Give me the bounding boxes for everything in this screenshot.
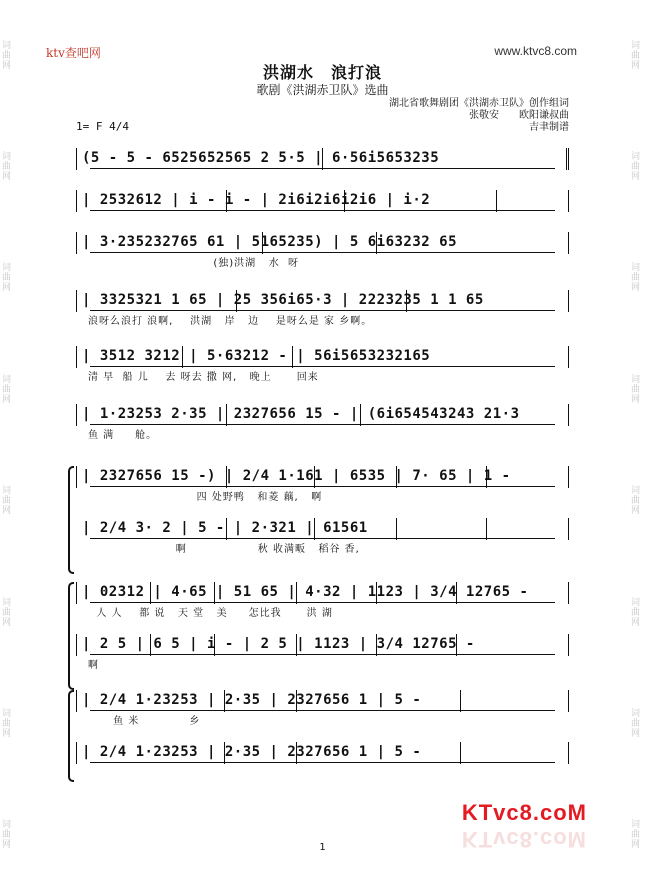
score-system (76, 690, 569, 726)
composer-credit: 张敬安 欧阳谦叔曲 (469, 110, 569, 121)
score-system (76, 742, 569, 772)
watermark-text: 词曲网 (2, 152, 12, 183)
barline (568, 346, 569, 368)
barline (568, 148, 569, 170)
score-system (76, 290, 569, 326)
watermark-strip-right (631, 0, 643, 891)
score-system (76, 232, 569, 268)
barline (568, 634, 569, 656)
jianpu-notes: | 2 5 | 6 5 | i - | 2 5 | 1123 | 3/4 12765 - (82, 636, 475, 652)
score-system (76, 346, 569, 382)
score-system (76, 634, 569, 670)
lyric-line: (独)洪湖 水 呀 (88, 258, 300, 269)
song-subtitle: 歌剧《洪湖赤卫队》选曲 (256, 83, 389, 97)
watermark-text: 词曲网 (631, 708, 641, 739)
credits (389, 98, 569, 134)
page-number: 1 (319, 842, 326, 853)
lyric-line: 清 早 船 儿 去 呀去 撒 网, 晚上 回来 (88, 372, 319, 383)
score-system (76, 190, 569, 220)
watermark-text: 词曲网 (2, 40, 12, 71)
beam-underline (90, 366, 555, 367)
watermark-text: 词曲网 (631, 820, 641, 851)
beam-underline (90, 424, 555, 425)
barline (76, 742, 77, 764)
system-brace (68, 690, 74, 782)
barline (76, 582, 77, 604)
watermark-text: 词曲网 (2, 820, 12, 851)
watermark-text: 词曲网 (631, 40, 641, 71)
barline (76, 466, 77, 488)
barline (76, 690, 77, 712)
barline (568, 690, 569, 712)
jianpu-notes: | 2327656 15 -) | 2/4 1·161 | 6535 | 7· 65 | 1 - (82, 468, 511, 484)
barline (566, 148, 567, 170)
barline (76, 346, 77, 368)
jianpu-notes: | 02312 | 4·65 | 51 65 | 4·32 | 1123 | 3/4 12765 - (82, 584, 529, 600)
beam-underline (90, 486, 555, 487)
barline (568, 404, 569, 426)
score-system (76, 148, 569, 178)
lyric-line: 啊 秋 收满畈 稻谷 香, (88, 544, 360, 555)
song-title: 洪湖水 浪打浪 (262, 63, 382, 82)
barline (76, 232, 77, 254)
barline (568, 466, 569, 488)
key-signature: 1= F 4/4 (76, 120, 129, 133)
score-system (76, 582, 569, 618)
lyric-line: 啊 (88, 660, 99, 671)
jianpu-notes: | 1·23253 2·35 | 2327656 15 - | (6i654543243 21·3 (82, 406, 520, 422)
ktvc8-logo[interactable]: KTvc8.coM (461, 800, 587, 825)
barline (76, 404, 77, 426)
jianpu-notes: | 2/4 1·23253 | 2·35 | 2327656 1 | 5 - (82, 744, 422, 760)
barline (76, 148, 77, 170)
jianpu-notes: | 3325321 1 65 | 25 356i65·3 | 2223235 1 1 65 (82, 292, 484, 308)
beam-underline (90, 654, 555, 655)
transcriber-credit: 吉聿制谱 (529, 122, 569, 133)
watermark-text: 词曲网 (2, 486, 12, 517)
watermark-text: 词曲网 (2, 263, 12, 294)
watermark-text: 词曲网 (631, 597, 641, 628)
site-brand[interactable]: ktv查吧网 (46, 46, 101, 60)
beam-underline (90, 538, 555, 539)
lyric-line: 浪呀么浪打 浪啊, 洪湖 岸 边 是呀么是 家 乡啊。 (88, 316, 373, 327)
watermark-text: 词曲网 (631, 486, 641, 517)
jianpu-notes: (5 - 5 - 6525652565 2 5·5 | 6·56i5653235 (82, 150, 440, 166)
beam-underline (90, 210, 555, 211)
watermark-text: 词曲网 (631, 152, 641, 183)
score-system (76, 466, 569, 502)
logo-reflection: KTvc8.coM (461, 827, 587, 852)
barline (568, 518, 569, 540)
jianpu-notes: | 2532612 | i - i - | 2i6i2i6i2i6 | i·2 (82, 192, 431, 208)
watermark-text: 词曲网 (2, 597, 12, 628)
lyric-line: 鱼 满 舱。 (88, 430, 158, 441)
jianpu-notes: | 3512 3212 | 5·63212 - | 56i5653232165 (82, 348, 431, 364)
watermark-text: 词曲网 (631, 263, 641, 294)
system-brace (68, 466, 74, 574)
jianpu-notes: | 2/4 1·23253 | 2·35 | 2327656 1 | 5 - (82, 692, 422, 708)
watermark-strip-left (2, 0, 14, 891)
barline (76, 634, 77, 656)
site-url[interactable]: www.ktvc8.com (494, 44, 577, 58)
watermark-text: 词曲网 (631, 374, 641, 405)
barline (568, 190, 569, 212)
barline (568, 232, 569, 254)
barline (568, 582, 569, 604)
barline (76, 290, 77, 312)
beam-underline (90, 602, 555, 603)
score-system (76, 404, 569, 440)
barline (568, 290, 569, 312)
lyricist-credit: 湖北省歌舞剧团《洪湖赤卫队》创作组词 (389, 98, 569, 109)
lyric-line: 四 处野鸭 和菱 藕, 啊 (88, 492, 323, 503)
beam-underline (90, 762, 555, 763)
score-system (76, 518, 569, 554)
barline (76, 190, 77, 212)
lyric-line: 鱼 米 乡 (88, 716, 201, 727)
barline (568, 742, 569, 764)
beam-underline (90, 252, 555, 253)
beam-underline (90, 310, 555, 311)
jianpu-notes: | 2/4 3· 2 | 5 - | 2·321 | 61561 (82, 520, 368, 536)
watermark-text: 词曲网 (2, 708, 12, 739)
beam-underline (90, 710, 555, 711)
jianpu-notes: | 3·235232765 61 | 5165235) | 5 6i63232 65 (82, 234, 458, 250)
watermark-text: 词曲网 (2, 374, 12, 405)
beam-underline (90, 168, 555, 169)
lyric-line: 人 人 都 说 天 堂 美 怎比我 洪 湖 (88, 608, 333, 619)
system-brace (68, 582, 74, 690)
